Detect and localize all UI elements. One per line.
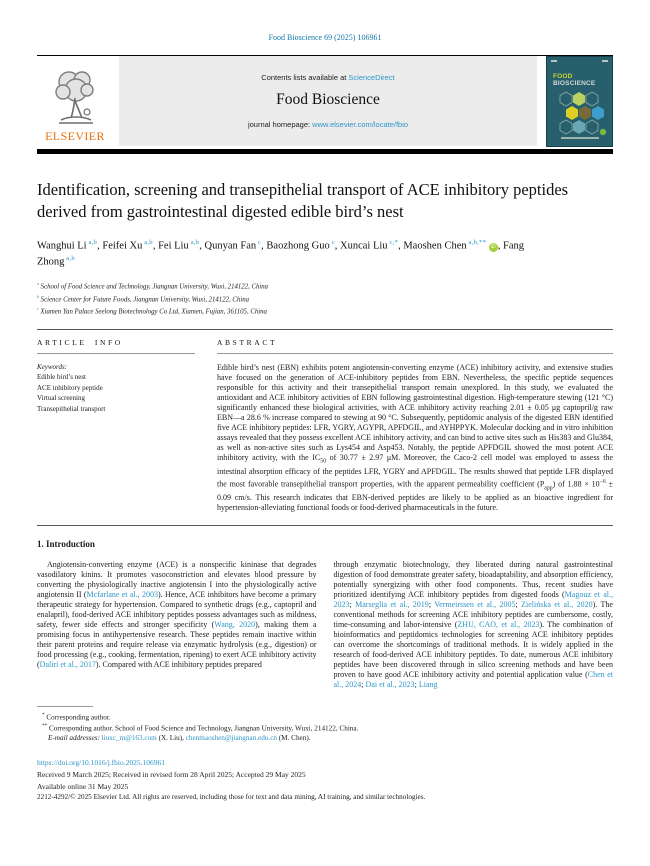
citation-link[interactable]: Mcfarlane et al., 2003 xyxy=(86,590,158,600)
text-segment: c xyxy=(37,306,41,311)
cover-mark-left xyxy=(551,60,557,62)
available-online: Available online 31 May 2025 xyxy=(37,781,129,791)
running-head-citation: Food Bioscience 69 (2025) 106961 xyxy=(268,33,382,42)
citation-link[interactable]: Liang xyxy=(418,680,438,690)
abstract-heading: ABSTRACT xyxy=(217,338,613,354)
text-segment: a,b xyxy=(188,238,200,246)
cover-title-line2: BIOSCIENCE xyxy=(553,80,596,88)
text-segment: journal homepage: xyxy=(247,120,313,129)
affiliation-a xyxy=(37,280,613,292)
text-segment: app xyxy=(544,485,553,492)
publication-details xyxy=(37,757,613,803)
text-segment: a,b xyxy=(142,238,153,246)
text-segment: Edible bird’s nest (EBN) exhibits potent angiotensin-converting enzyme (ACE) inhibitory activity, and extensive studies have focused on the generation of ACE-inhibitory peptides from EBN. Nevertheless, the specific peptide sequences responsible for this activity and their transepithelial transport remain unexplored. In this study, we evaluated the antioxidant and ACE inhibitory activities of EBN following gastrointestinal digestion. High-temperature stewing (121 °C) significantly enhanced these biological activities, with ACE inhibitory activity reaching 2.01 ± 0.05 μg captopril/g raw EBN—a 28.6 % increase compared to stewing at 90 °C. Subsequently, peptidomic analysis of the digested EBN identified five ACE inhibitory peptides: LFR, YGRY, AGYPR, APFDGIL, and AYHPPYK. Molecular docking and in vitro inhibition assays revealed that they possess excellent ACE inhibitory activity, and can bind to active sites such as His383 and Glu384, as well as non-active sites such as Lys454 and Asp453. Notably, the peptide APFDGIL showed the most potent ACE inhibitory activity, with the IC xyxy=(217,363,613,463)
citation-link[interactable]: Dai et al., 2023 xyxy=(365,680,415,690)
text-segment: Science Center for Future Foods, Jiangnan University, Wuxi, 214122, China xyxy=(40,295,250,303)
abstract-text xyxy=(217,363,613,513)
elsevier-wordmark: ELSEVIER xyxy=(45,129,105,143)
text-segment: a,b xyxy=(64,255,75,263)
text-segment: ; xyxy=(515,600,522,610)
text-segment: ). The conventional methods for screening ACE inhibitory peptides are cumbersome, costly, time-consuming and labor-intensive ( xyxy=(333,600,613,630)
keywords-label: Keywords: xyxy=(37,363,68,372)
text-segment: Wanghui Li xyxy=(37,240,87,252)
text-segment: , Xuncai Liu xyxy=(334,240,388,252)
citation-link[interactable]: ZHU, CAO, et al., 2023 xyxy=(457,620,540,630)
text-segment: , Fei Liu xyxy=(152,240,189,252)
text-segment: ). Hence, ACE inhibitors have become a primary therapeutic strategy for hypertension. Compared to synthetic drugs (e.g., captopril and enalapril), food-derived ACE inhibitory peptides possess advantages such as mildness, safety, fewer side effects and stronger specificity ( xyxy=(37,590,317,630)
text-segment: ). Compared with ACE inhibitory peptides prepared xyxy=(95,660,262,670)
text-segment: −6 xyxy=(599,479,606,486)
homepage-line xyxy=(123,120,533,129)
article-info-heading: ARTICLE INFO xyxy=(37,338,195,354)
text-segment: ), making them a promising focus in antihypertensive research. These peptides remain inactive within their parent proteins and require release via enzymatic hydrolysis (e.g., digestion) or food processing (e.g., cooking, fermentation, ripening) to exert ACE inhibitory activity ( xyxy=(37,620,317,670)
text-segment: (M. Chen). xyxy=(276,734,311,743)
abstract-column xyxy=(217,338,613,513)
citation-link[interactable]: Zielińska et al., 2020 xyxy=(521,600,593,610)
text-segment: through enzymatic biotechnology, they liberated during natural gastrointestinal digestion of food demonstrate greater safety, bioadaptability, and absorption efficiency, potentially synergizing with other food components. Thus, recent studies have prioritized identifying ACE inhibitory peptides from digested foods ( xyxy=(333,560,613,600)
footnote-divider xyxy=(37,706,93,707)
text-segment: Contents lists available at xyxy=(261,73,349,82)
citation-link[interactable]: Vermeirssen et al., 2005 xyxy=(434,600,516,610)
contents-line xyxy=(123,73,533,82)
text-segment: ) of 1.88 × 10 xyxy=(552,479,600,489)
text-segment: a,b xyxy=(86,238,98,246)
section-rule-bottom xyxy=(37,525,613,526)
text-segment: b xyxy=(37,293,41,299)
article-title: Identification, screening and transepithelial transport of ACE inhibitory peptides derived from gastrointestinal digested edible bird’s nest xyxy=(37,180,569,221)
footnote-emails xyxy=(37,733,613,743)
affiliations xyxy=(37,280,613,317)
text-segment: of 30.77 ± 2.97 μM. Moreover, the Caco-2 cell model was employed to assess the intestinal absorption efficacy of the peptides LFR, YGRY and APFDGIL. The results showed that peptide LFR displayed the most favorable transepithelial transport properties, with the apparent permeability coefficient (P xyxy=(217,453,614,489)
text-segment: Corresponding author. xyxy=(44,713,111,722)
text-segment: * xyxy=(42,712,45,719)
email-link-liu[interactable]: liuxc_m@163.com xyxy=(101,734,157,743)
text-segment: a,b,** xyxy=(466,238,487,246)
citation-link[interactable]: Daliri et al., 2017 xyxy=(39,660,96,670)
elsevier-logo xyxy=(37,56,119,146)
cover-hexagon-art xyxy=(547,89,612,137)
text-segment: c xyxy=(256,238,262,246)
citation-link[interactable]: Marseglia et al., 2019 xyxy=(355,600,429,610)
keyword-item: Transepithelial transport xyxy=(37,404,106,413)
text-segment: ; xyxy=(428,600,435,610)
journal-homepage-link[interactable]: www.elsevier.com/locate/fbio xyxy=(312,120,409,129)
body-column-right xyxy=(334,560,614,690)
masthead-divider-bar xyxy=(37,149,613,154)
text-segment: , Baozhong Guo xyxy=(261,240,330,252)
text-segment: ; xyxy=(361,680,366,690)
text-segment: a xyxy=(37,281,41,287)
text-segment: E-mail addresses: xyxy=(48,734,102,743)
received-dates: Received 9 March 2025; Received in revised form 28 April 2025; Accepted 29 May 2025 xyxy=(37,769,306,779)
email-link-chen[interactable]: chenmaoshen@jiangnan.edu.cn xyxy=(185,734,277,743)
text-segment: , Maoshen Chen xyxy=(398,240,467,252)
text-segment: (X. Liu), xyxy=(156,734,186,743)
info-abstract-section xyxy=(37,330,613,525)
body-columns xyxy=(37,560,613,690)
article-info-column xyxy=(37,338,195,513)
affiliation-b xyxy=(37,293,613,305)
text-segment: ; xyxy=(349,600,356,610)
text-segment: , Fang Zhong xyxy=(37,240,524,268)
body-column-left xyxy=(37,560,317,690)
citation-link[interactable]: Chen et al., 2024 xyxy=(333,670,614,690)
citation-link[interactable]: Wang, 2020 xyxy=(214,620,256,630)
text-segment: , Feifei Xu xyxy=(97,240,143,252)
citation-link[interactable]: Magouz et al., 2023 xyxy=(333,590,613,610)
text-segment: c,* xyxy=(387,238,399,246)
journal-title: Food Bioscience xyxy=(276,91,380,108)
cover-title-line1: FOOD xyxy=(553,73,573,80)
affiliation-c xyxy=(37,305,613,317)
author-list xyxy=(37,238,542,272)
text-segment: Angiotensin-converting enzyme (ACE) is a nonspecific kininase that degrades vasodilatory kinins. It promotes vasoconstriction and elevates blood pressure by converting the physiologically inactive angiotensin I into the physiologically active angiotensin II ( xyxy=(37,560,317,600)
text-segment: School of Food Science and Technology, Jiangnan University, Wuxi, 214122, China xyxy=(40,283,269,291)
cover-mark-right xyxy=(602,60,608,62)
sciencedirect-link[interactable]: ScienceDirect xyxy=(348,73,395,82)
text-segment: ). The combination of bioinformatics and peptidomics technologies for screening ACE inhibitory peptides can overcome the shortcomings of traditional methods. It is widely applied in the research of food-derived ACE inhibitory peptides. To date, numerous ACE inhibitory peptides have been discovered through in silico screening methods and have been proven to have good ACE inhibitory activity and potential application value ( xyxy=(333,620,613,680)
text-segment: , Qunyan Fan xyxy=(199,240,257,252)
cover-title xyxy=(553,73,595,88)
text-segment: ; xyxy=(414,680,419,690)
text-segment: Corresponding author. School of Food Science and Technology, Jiangnan University, Wuxi, 214122, China. xyxy=(47,724,359,733)
keyword-item: Virtual screening xyxy=(37,394,85,403)
introduction-heading: 1. Introduction xyxy=(37,539,95,550)
journal-cover-thumbnail xyxy=(546,56,613,147)
journal-info-box xyxy=(119,56,537,146)
keyword-item: Edible bird’s nest xyxy=(37,373,86,382)
cover-footer-mark xyxy=(561,137,599,139)
elsevier-tree-icon xyxy=(49,68,101,128)
text-segment: ** xyxy=(42,722,48,729)
footnote-area xyxy=(37,706,613,743)
journal-masthead xyxy=(37,55,613,146)
text-segment: c xyxy=(329,238,335,246)
text-segment: Xiamen Yan Palace Seelong Biotechnology Co Ltd, Xiamen, Fujian, 361105, China xyxy=(40,308,267,316)
issn-copyright: 2212-4292/© 2025 Elsevier Ltd. All rights are reserved, including those for text and data mining, AI training, and similar technologies. xyxy=(37,793,426,802)
text-segment: 50 xyxy=(320,459,327,466)
orcid-icon: iD xyxy=(489,243,498,252)
footnote-corresponding-2 xyxy=(37,723,613,733)
doi-link[interactable]: https://doi.org/10.1016/j.fbio.2025.106961 xyxy=(37,758,165,768)
keyword-item: ACE inhibitory peptide xyxy=(37,383,103,392)
text-segment: ± 0.09 cm/s. This research indicates that EBN-derived peptides are likely to be applied as an bioactive ingredient for hypertension-alleviating functional foods or food-derived pharmaceuticals in the future. xyxy=(217,479,614,513)
footnote-corresponding-1 xyxy=(37,712,613,722)
